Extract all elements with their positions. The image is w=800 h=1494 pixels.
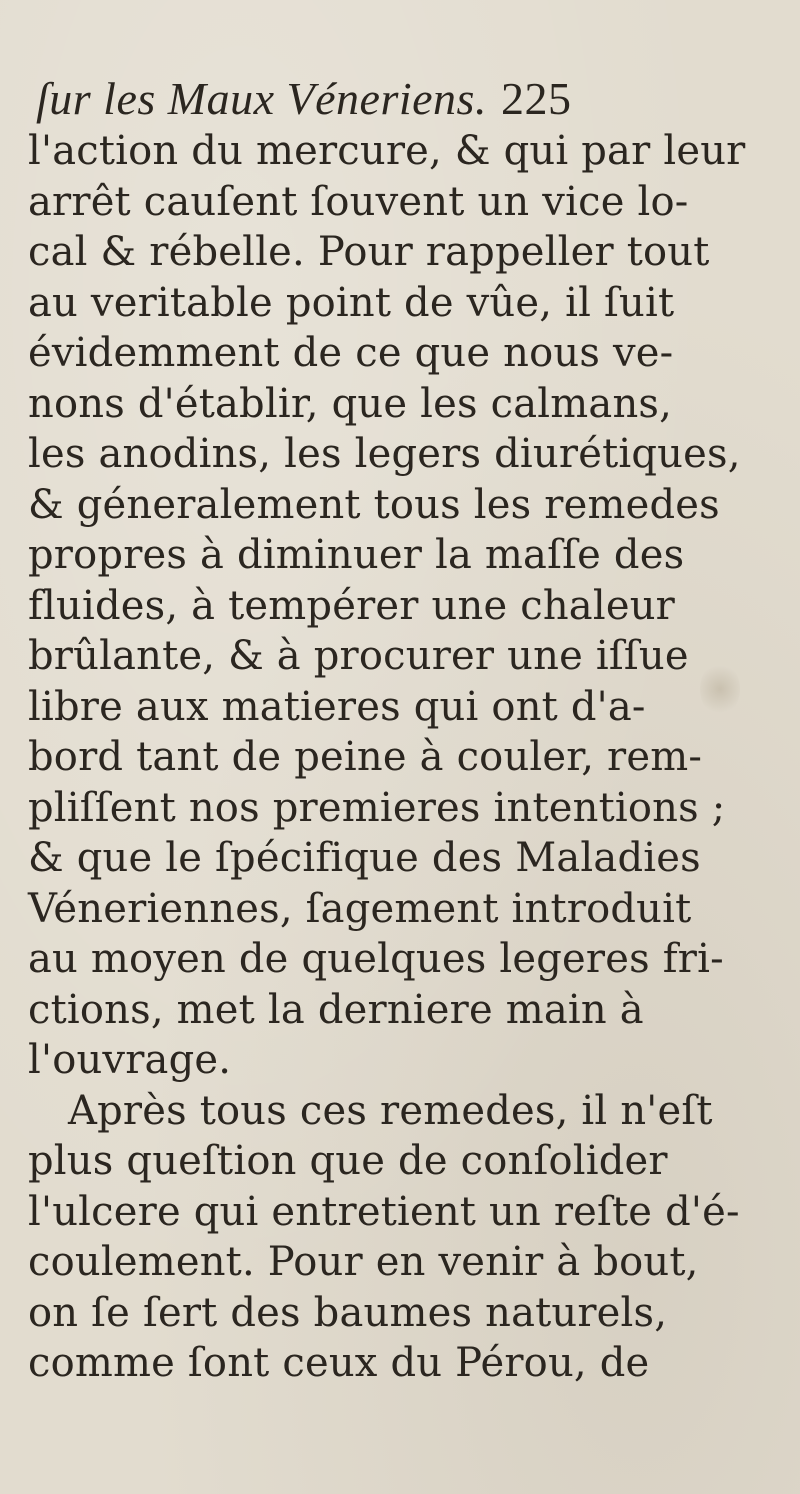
body-text	[28, 126, 746, 1389]
text-line: au moyen de quelques legeres fri-	[28, 936, 724, 982]
text-line: bord tant de peine à couler, rem-	[28, 734, 703, 780]
text-line: coulement. Pour en venir à bout,	[28, 1239, 699, 1285]
text-line: l'ulcere qui entretient un reſte d'é-	[28, 1188, 740, 1235]
text-line: comme ſont ceux du Pérou, de	[28, 1340, 650, 1386]
running-header	[36, 68, 676, 130]
paper-stain	[700, 662, 740, 716]
text-line: arrêt cauſent ſouvent un vice lo-	[28, 178, 689, 225]
text-line: cal & rébelle. Pour rappeller tout	[28, 229, 710, 275]
text-line: pliſſent nos premieres intentions ;	[28, 784, 726, 831]
text-line: fluides, à tempérer une chaleur	[28, 582, 676, 629]
text-line: ctions, met la derniere main à	[28, 986, 644, 1033]
text-line: les anodins, les legers diurétiques,	[28, 431, 741, 477]
text-line: libre aux matieres qui ont d'a-	[28, 683, 646, 730]
text-line: brûlante, & à procurer une iſſue	[28, 633, 689, 679]
text-line: Véneriennes, ſagement introduit	[28, 885, 692, 932]
text-line: évidemment de ce que nous ve-	[28, 330, 674, 376]
text-line: propres à diminuer la maſſe des	[28, 532, 685, 578]
text-line: l'ouvrage.	[28, 1037, 232, 1083]
text-line: nons d'établir, que les calmans,	[28, 380, 673, 427]
page-number: 225	[500, 73, 572, 124]
text-line: on ſe ſert des baumes naturels,	[28, 1289, 668, 1336]
text-line: & que le ſpécifique des Maladies	[28, 835, 701, 881]
text-line: & géneralement tous les remedes	[28, 481, 720, 528]
text-line: plus queſtion que de conſolider	[28, 1138, 668, 1184]
header-title: ſur les Maux Véneriens.	[36, 73, 487, 124]
text-line: au veritable point de vûe, il ſuit	[28, 279, 675, 326]
paragraph-start-line: Après tous ces remedes, il n'eſt	[68, 1087, 713, 1134]
text-line: l'action du mercure, & qui par leur	[28, 128, 746, 174]
